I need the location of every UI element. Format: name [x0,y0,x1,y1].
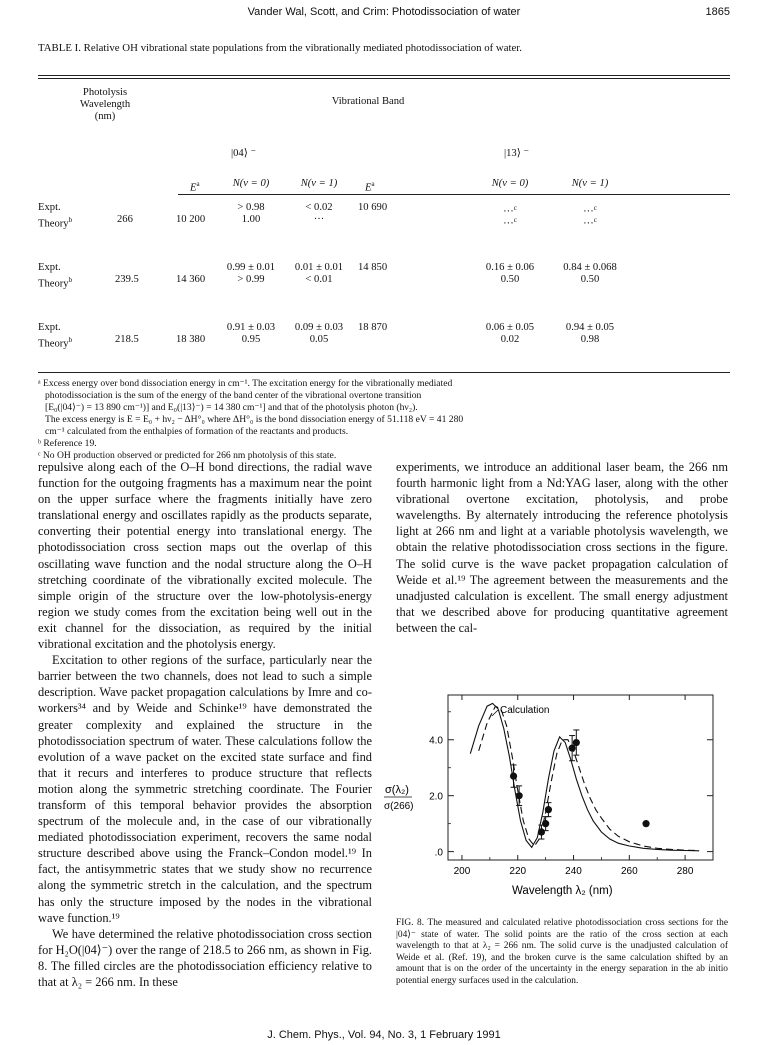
shifted-calculation-curve [479,706,699,850]
n0-header-a: N(v = 0) [232,178,270,189]
e-header-b: $E^a$ [365,180,375,194]
curve-label-pointer [492,710,498,716]
data-point [538,828,545,835]
header-rule [178,194,730,195]
y-label-numerator: σ(λ₂) [385,784,409,796]
n1-header-b: N(v = 1) [571,178,609,189]
paragraph: experiments, we introduce an additional laser beam, the 266 nm fourth harmonic light from a Nd:YAG laser, along with the other vibrational overtone excitation, photolysis, and probe wavelengths. By alternately introducing the reference photolysis light at 266 nm and light at a variable photolysis wavelength, we obtain the relative photodissociation cross sections in the figure. The solid curve is the wave packet propagation calculation of Weide et al.¹⁹ The agreement between the measurements and the unadjusted calculation is excellent. The small energy adjustment that we described above for producing quantitative agreement between the cal- [396,460,728,635]
data-point [569,745,576,752]
x-tick-label: 240 [565,866,582,877]
data-point [573,739,580,746]
x-axis-label: Wavelength λ₂ (nm) [512,885,613,897]
paragraph: We have determined the relative photodissociation cross section for H₂O(|04⟩⁻) over the range of 218.5 to 266 nm, as shown in Fig. 8. The filled circles are the photodissociation efficiency relative to that at λ₂ = 266 nm. In these [38,926,372,989]
table-caption: TABLE I. Relative OH vibrational state populations from the vibrationally mediated photodissociation of water. [38,42,522,54]
running-title: Vander Wal, Scott, and Crim: Photodissociation of water [247,6,521,18]
n0-header-b: N(v = 0) [491,178,529,189]
axis-ticks [429,695,713,877]
table-top-rule-2 [38,78,730,79]
y-tick-label: .0 [434,847,443,859]
n1-header-a: N(v = 1) [300,178,338,189]
plot-frame [448,695,713,860]
right-column [396,459,728,636]
band-header: Vibrational Band [331,96,405,107]
journal-footer: J. Chem. Phys., Vol. 94, No. 3, 1 February 1991 [267,1029,501,1041]
data-point [516,792,523,799]
y-label-denominator: σ(266) [384,801,414,812]
y-tick-label: 4.0 [429,735,443,747]
state-04-header: |04⟩ ⁻ [231,148,257,159]
table-bottom-rule [38,372,730,373]
y-tick-label: 2.0 [429,791,443,803]
data-point [642,820,649,827]
curve-label: Calculation [500,705,550,716]
x-tick-label: 220 [509,866,527,877]
data-points [510,730,650,839]
paragraph: repulsive along each of the O–H bond directions, the radial wave function for the outgoing fragments has a maximum near the point on the upper surface where the fragments initially have zero translational energy and oscillates rapidly as the products separate, converting their potential energy into translational energy. The photodissociation cross section maps out the overlap of this oscillating wave function and the nodal structure along the O–H stretching coordinate of the vibrationally excited molecule. The simple origin of the structure over the low-photolysis-energy region we study comes from the excitation being well out in the exit channel for the dissociation, as required by the initial vibrational excitation and the photolysis energy. [38,460,372,652]
state-13-header: |13⟩ ⁻ [504,148,530,159]
x-tick-label: 280 [676,866,694,877]
running-header [0,6,768,26]
x-tick-label: 260 [620,866,638,877]
page-number: 1865 [705,6,730,18]
data-point [510,773,517,780]
left-column [38,459,372,990]
data-point [545,806,552,813]
figure-caption: FIG. 8. The measured and calculated relative photodissociation cross sections for the |04⟩⁻ state of water. The solid points are the ratio of the cross section at each wavelength to that at λ₂ = 266 nm. The solid curve is the unadjusted calculation of Weide et al. (Ref. 19), and the broken curve is the same calculation shifted by an amount that is on the order of the uncertainty in the energy separation in the ab initio potential energy surfaces used in the calculation. [396,918,728,986]
data-point [542,820,549,827]
table-top-rule [38,75,730,76]
e-header-a: $E^a$ [190,180,200,194]
x-tick-label: 200 [453,866,471,877]
calculation-curve [470,703,699,850]
paragraph: Excitation to other regions of the surface, particularly near the barrier between the two channels, does not lead to such a simple description. Wave packet propagation calculations by Imre and co-workers³⁴ and by Weide and Schinke¹⁹ have demonstrated the greater complexity and explained the structure in the photodissociation spectrum of water. These calculations follow the evolution of a wave packet on the excited state surface and find that it recurs and interferes to produce structure that reflects motion along the symmetric stretching coordinate. The Fourier transform of this temporal behavior provides the absorption spectrum of the molecule and, in the case of our vibrationally mediated photodissociation experiment, recovers the same nodal structure described above using the Franck–Condon model.¹⁹ In fact, the antisymmetric states that we study show no recurrence along the symmetric stretch in the calculation, and the spectrum has only the structure imposed by the nodes in the vibrational wave function.¹⁹ [38,653,372,925]
wavelength-header: Photolysis Wavelength (nm) [79,87,131,122]
table-footnotes: ᵃ Excess energy over bond dissociation energy in cm⁻¹. The excitation energy for the vibrationally mediated photodissociation is the sum of the energy of the band center of the vibrational overtone transition [E₀(|04⟩⁻) = 13 890 cm⁻¹)] and E₀(|13⟩⁻) = 14 380 cm⁻¹] and that of the photolysis photon (hν₂). The excess energy is E = E₀ + hν₂ − ΔH°₀ where ΔH°₀ is the bond dissociation energy of 51.118 eV = 41 280 cm⁻¹ calculated from the enthalpies of formation of the reactants and products. ᵇ Reference 19. ᶜ No OH production observed or predicted for 266 nm photolysis of this state. [38,378,464,461]
